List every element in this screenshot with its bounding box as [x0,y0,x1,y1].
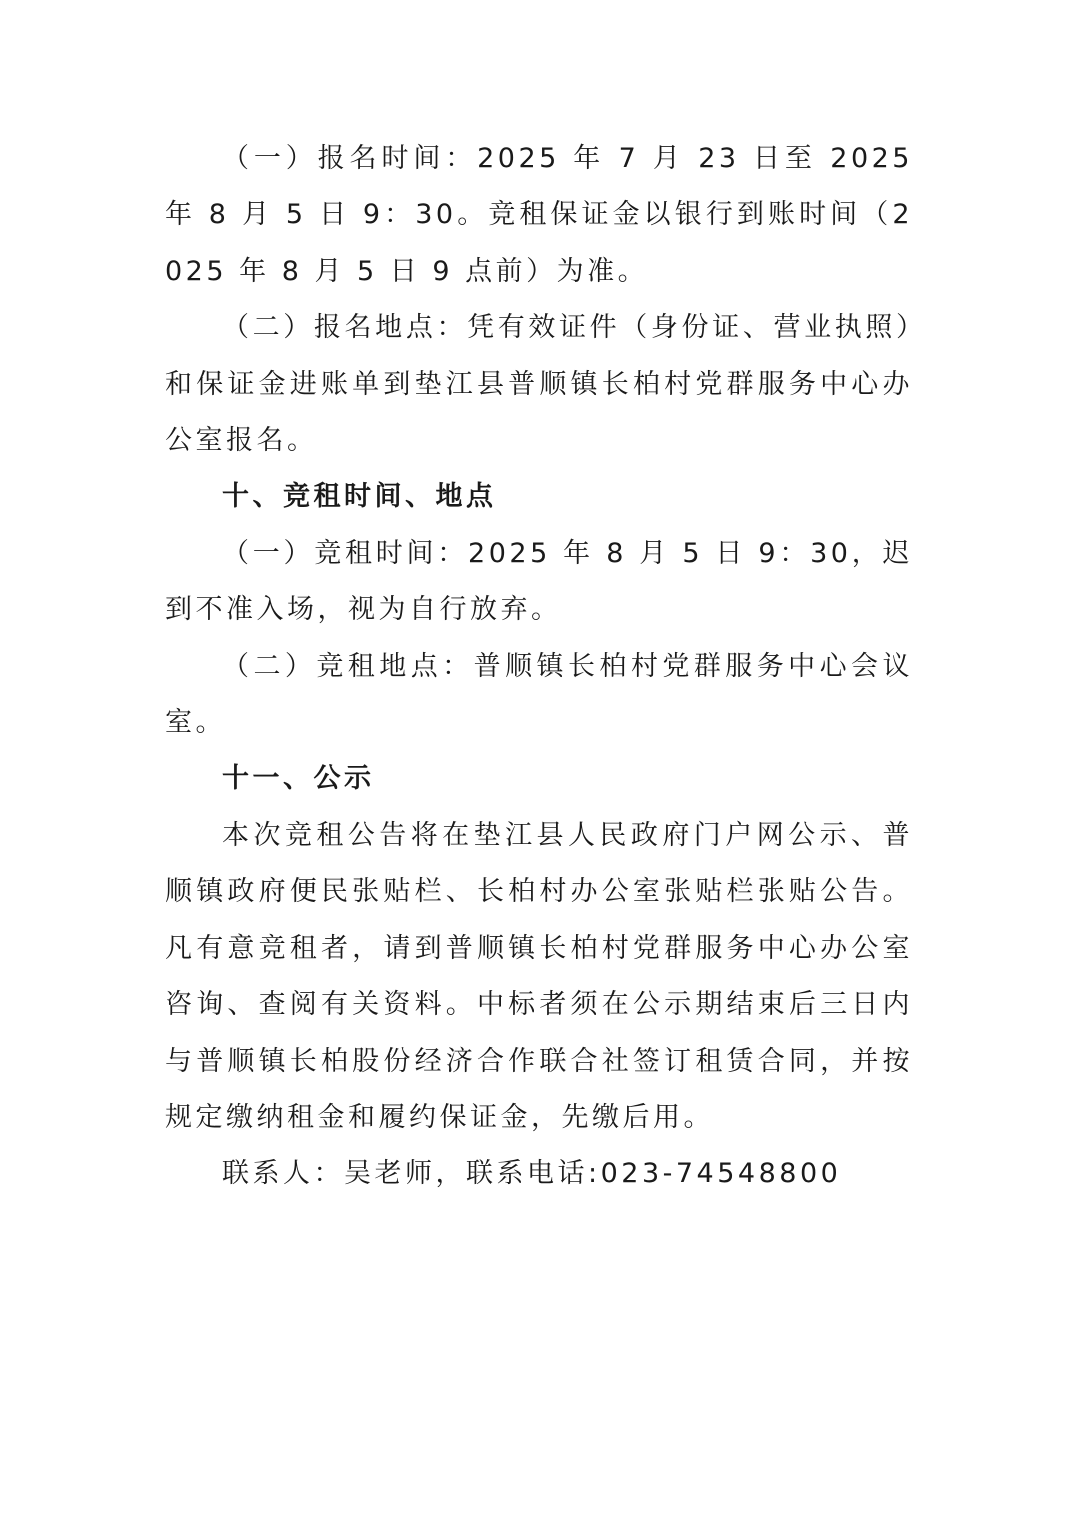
section-heading-publicity: 十一、公示 [222,763,375,795]
publicity-paragraph: 本次竞租公告将在垫江县人民政府门户网公示、普顺镇政府便民张贴栏、长柏村办公室张贴栏张贴公告。凡有意竞租者，请到普顺镇长柏村党群服务中心办公室咨询、查阅有关资料。中标者须在公示期结束后三日内与普顺镇长柏股份经济合作联合社签订租赁合同，并按规定缴纳租金和履约保证金，先缴后用。 [165,819,913,1133]
contact-paragraph: 联系人：吴老师，联系电话:023-74548800 [222,1158,842,1190]
registration-location-paragraph: （二）报名地点：凭有效证件（身份证、营业执照）和保证金进账单到垫江县普顺镇长柏村党群服务中心办公室报名。 [165,312,913,457]
bidding-time-paragraph: （一）竞租时间：2025 年 8 月 5 日 9：30，迟到不准入场，视为自行放弃。 [165,537,913,626]
registration-time-paragraph: （一）报名时间：2025 年 7 月 23 日至 2025 年 8 月 5 日 9：30。竞租保证金以银行到账时间（2025 年 8 月 5 日 9 点前）为准。 [165,143,913,287]
section-heading-bidding-time-location: 十、竞租时间、地点 [222,481,497,513]
document-body [165,131,913,1203]
bidding-location-paragraph: （二）竞租地点：普顺镇长柏村党群服务中心会议室。 [165,650,913,739]
